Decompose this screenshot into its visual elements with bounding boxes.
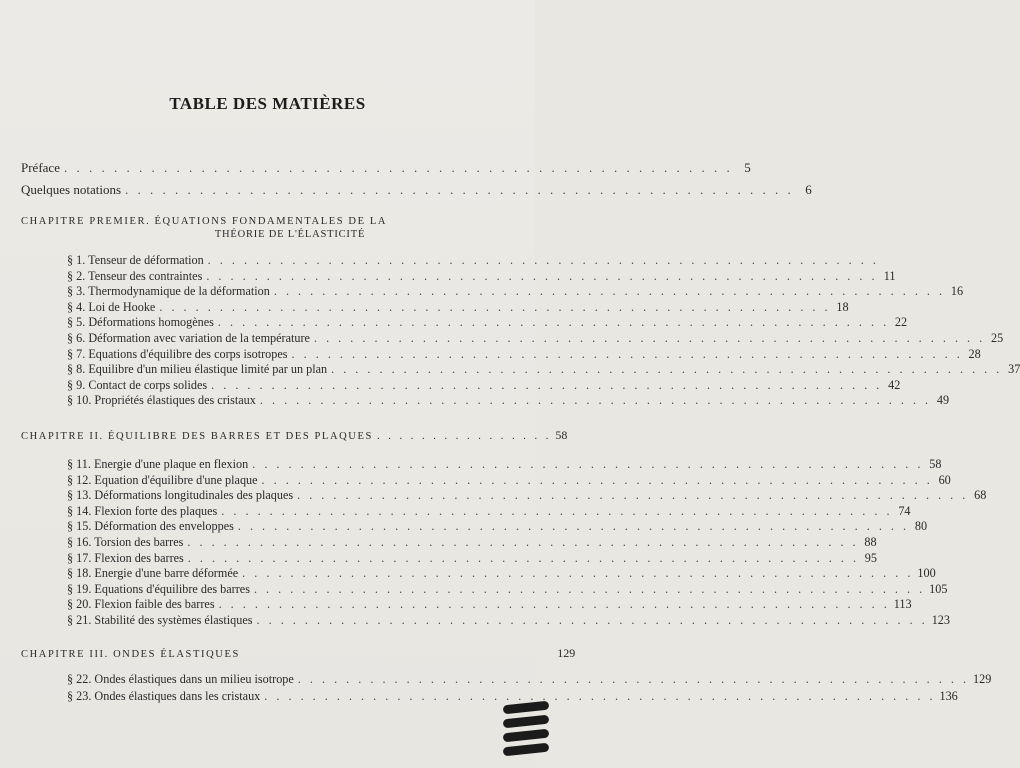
leader-dots: . . . . . . . . . . . . . . . . . . . . . . . . . . . . . . . . . . . . . . . . . . . . . . . . . . . . . . . . — [297, 488, 969, 503]
entry-page: 60 — [938, 472, 951, 487]
toc-entry-section[interactable] — [67, 331, 1004, 346]
entry-page: 6 — [805, 182, 812, 197]
toc-entry-section[interactable] — [67, 503, 911, 519]
chapter-title: CHAPITRE PREMIER. ÉQUATIONS FONDAMENTALES DE LA — [21, 216, 388, 227]
entry-page: 5 — [744, 160, 751, 175]
toc-entry-section[interactable] — [67, 672, 992, 687]
toc-entry-section[interactable] — [67, 284, 964, 299]
toc-entry-section[interactable] — [67, 566, 936, 581]
chapter-page: 58 — [555, 428, 568, 442]
entry-page: 68 — [974, 488, 987, 503]
entry-label: § 5. Déformations homogènes — [67, 315, 214, 330]
entry-page: 74 — [898, 503, 911, 518]
toc-entry-section[interactable] — [67, 457, 942, 472]
entry-label: § 10. Propriétés élastiques des cristaux — [67, 393, 256, 408]
page-edge-shadow — [503, 743, 550, 757]
entry-page: 100 — [917, 566, 936, 581]
toc-entry-section[interactable] — [67, 688, 958, 704]
entry-page: 105 — [929, 581, 948, 596]
page-edge-shadow — [503, 729, 550, 743]
chapter-title: CHAPITRE II. ÉQUILIBRE DES BARRES ET DES PLAQUES — [21, 431, 373, 442]
entry-label: § 22. Ondes élastiques dans un milieu isotrope — [67, 672, 294, 686]
entry-label: § 9. Contact de corps solides — [67, 377, 208, 392]
leader-dots: . . . . . . . . . . . . . . . . . . . . . . . . . . . . . . . . . . . . . . . . . . . . . . . . . . . . . . . . — [252, 457, 924, 471]
toc-entry-section[interactable] — [67, 597, 912, 612]
leader-dots: . . . . . . . . . . . . . . . . — [376, 431, 552, 442]
entry-label: § 15. Déformation des enveloppes — [67, 519, 234, 534]
toc-entry-notations[interactable] — [21, 182, 812, 198]
entry-page: 95 — [864, 550, 877, 565]
entry-label: Préface — [21, 160, 60, 175]
leader-dots: . . . . . . . . . . . . . . . . . . . . . . . . . . . . . . . . . . . . . . . . . . . . . . . . . . . . . . — [63, 160, 733, 175]
toc-entry-section[interactable] — [67, 519, 928, 534]
leader-dots: . . . . . . . . . . . . . . . . . . . . . . . . . . . . . . . . . . . . . . . . . . . . . . . . . . . . . . . . — [218, 597, 890, 612]
toc-entry-section[interactable] — [67, 581, 948, 597]
toc-entry-preface[interactable] — [21, 160, 751, 176]
leader-dots: . . . . . . . . . . . . . . . . . . . . . . . . . . . . . . . . . . . . . . . . . . . . . . . . . . . . . . . . — [264, 688, 936, 703]
leader-dots: . . . . . . . . . . . . . . . . . . . . . . . . . . . . . . . . . . . . . . . . . . . . . . . . . . . . . . . . — [331, 362, 1003, 377]
entry-label: § 23. Ondes élastiques dans les cristaux — [67, 688, 261, 703]
entry-page: 16 — [950, 284, 964, 299]
toc-entry-section[interactable] — [67, 613, 950, 628]
entry-page: 49 — [936, 393, 950, 408]
toc-entry-section[interactable] — [67, 315, 908, 330]
entry-label: § 17. Flexion des barres — [67, 550, 184, 565]
entry-page: 88 — [864, 535, 877, 549]
leader-dots: . . . . . . . . . . . . . . . . . . . . . . . . . . . . . . . . . . . . . . . . . . . . . . . . . . . . . . . . — [217, 315, 890, 330]
entry-page: 22 — [894, 315, 908, 330]
leader-dots: . . . . . . . . . . . . . . . . . . . . . . . . . . . . . . . . . . . . . . . . . . . . . . . . . . . . . . . . — [273, 284, 946, 299]
entry-label: § 11. Energie d'une plaque en flexion — [67, 457, 249, 471]
entry-page: 123 — [931, 613, 950, 627]
entry-page: 25 — [990, 331, 1004, 345]
leader-dots: . . . . . . . . . . . . . . . . . . . . . . . . . . . . . . . . . . . . . . . . . . . . . . . . . . . . . . . . — [207, 253, 879, 267]
entry-label: Quelques notations — [21, 182, 122, 197]
toc-entry-section[interactable] — [67, 346, 981, 362]
leader-dots: . . . . . . . . . . . . . . . . . . . . . . . . . . . . . . . . . . . . . . . . . . . . . . . . . . . . . . . . — [211, 377, 883, 392]
entry-label: § 1. Tenseur de déformation — [67, 253, 204, 267]
entry-page: 113 — [893, 597, 912, 612]
entry-label: § 8. Equilibre d'un milieu élastique limité par un plan — [67, 362, 328, 377]
entry-label: § 16. Torsion des barres — [67, 535, 184, 549]
leader-dots: . . . . . . . . . . . . . . . . . . . . . . . . . . . . . . . . . . . . . . . . . . . . . . . . . . . . . . . . — [206, 268, 878, 283]
leader-dots: . . . . . . . . . . . . . . . . . . . . . . . . . . . . . . . . . . . . . . . . . . . . . . . . . . . . . . . . — [259, 393, 932, 408]
toc-entry-section[interactable] — [67, 472, 951, 488]
chapter-heading-1[interactable] — [21, 216, 499, 240]
page-title: TABLE DES MATIÈRES — [169, 94, 366, 113]
toc-entry-section[interactable] — [67, 550, 877, 566]
entry-page: 58 — [929, 457, 942, 471]
entry-label: § 2. Tenseur des contraintes — [67, 268, 203, 283]
entry-page: 80 — [914, 519, 928, 534]
entry-label: § 19. Equations d'équilibre des barres — [67, 581, 250, 596]
leader-dots: . . . . . . . . . . . . . . . . . . . . . . . . . . . . . . . . . . . . . . . . . . . . . . . . . . . . . . . . — [237, 519, 910, 534]
chapter-page: 129 — [557, 646, 576, 660]
leader-dots: . . . . . . . . . . . . . . . . . . . . . . . . . . . . . . . . . . . . . . . . . . . . . . . . . . . . . . . . — [256, 613, 928, 627]
toc-entry-section[interactable] — [67, 268, 896, 284]
leader-dots: . . . . . . . . . . . . . . . . . . . . . . . . . . . . . . . . . . . . . . . . . . . . . . . . . . . . . . . . — [253, 581, 926, 596]
entry-page: 42 — [888, 377, 901, 392]
page-edge-shadow — [503, 715, 550, 729]
leader-dots: . . . . . . . . . . . . . . . . . . . . . . . . . . . . . . . . . . . . . . . . . . . . . . . . . . . . . . . . — [291, 346, 963, 361]
entry-page: 37 — [1008, 362, 1020, 377]
entry-page: 18 — [836, 299, 849, 314]
entry-label: § 6. Déformation avec variation de la température — [67, 331, 310, 345]
toc-entry-section[interactable] — [67, 253, 879, 268]
chapter-heading-3[interactable] — [21, 646, 576, 661]
entry-page: 136 — [939, 688, 958, 703]
entry-label: § 3. Thermodynamique de la déformation — [67, 284, 270, 299]
entry-label: § 13. Déformations longitudinales des plaques — [67, 488, 294, 503]
chapter-subtitle: THÉORIE DE L'ÉLASTICITÉ — [214, 229, 366, 240]
leader-dots: . . . . . . . . . . . . . . . . . . . . . . . . . . . . . . . . . . . . . . . . . . . . . . . . . . . . . . . . — [313, 331, 986, 345]
entry-label: § 4. Loi de Hooke — [67, 299, 156, 314]
entry-label: § 7. Equations d'équilibre des corps isotropes — [67, 346, 288, 361]
entry-label: § 21. Stabilité des systèmes élastiques — [67, 613, 253, 627]
toc-entry-section[interactable] — [67, 362, 1020, 377]
leader-dots: . . . . . . . . . . . . . . . . . . . . . . . . . . . . . . . . . . . . . . . . . . . . . . . . . . . . . . . . — [297, 672, 969, 686]
entry-label: § 18. Energie d'une barre déformée — [67, 566, 239, 581]
leader-dots: . . . . . . . . . . . . . . . . . . . . . . . . . . . . . . . . . . . . . . . . . . . . . . . . . . . . . . . . — [261, 472, 933, 487]
leader-dots: . . . . . . . . . . . . . . . . . . . . . . . . . . . . . . . . . . . . . . . . . . . . . . . . . . . . . . . . — [187, 535, 859, 549]
leader-dots: . . . . . . . . . . . . . . . . . . . . . . . . . . . . . . . . . . . . . . . . . . . . . . . . . . . . . . . . — [159, 299, 831, 314]
chapter-title: CHAPITRE III. ONDES ÉLASTIQUES — [21, 649, 240, 660]
leader-dots: . . . . . . . . . . . . . . . . . . . . . . . . . . . . . . . . . . . . . . . . . . . . . . . . . . . . . . . . — [221, 503, 893, 518]
entry-label: § 20. Flexion faible des barres — [67, 597, 215, 612]
toc-entry-section[interactable] — [67, 299, 849, 315]
toc-entry-section[interactable] — [67, 535, 877, 550]
leader-dots: . . . . . . . . . . . . . . . . . . . . . . . . . . . . . . . . . . . . . . . . . . . . . . . . . . . . . . . . — [187, 550, 859, 565]
entry-page: 28 — [968, 346, 981, 361]
entry-page: 11 — [883, 268, 896, 283]
chapter-heading-2[interactable] — [21, 428, 568, 443]
entry-label: § 14. Flexion forte des plaques — [67, 503, 218, 518]
leader-dots: . . . . . . . . . . . . . . . . . . . . . . . . . . . . . . . . . . . . . . . . . . . . . . . . . . . . . . — [125, 182, 794, 197]
toc-entry-section[interactable] — [67, 488, 987, 503]
toc-entry-section[interactable] — [67, 393, 950, 408]
entry-page: 129 — [973, 672, 992, 686]
leader-dots: . . . . . . . . . . . . . . . . . . . . . . . . . . . . . . . . . . . . . . . . . . . . . . . . . . . . . . . . — [242, 566, 914, 581]
entry-label: § 12. Equation d'équilibre d'une plaque — [67, 472, 258, 487]
toc-entry-section[interactable] — [67, 377, 901, 393]
